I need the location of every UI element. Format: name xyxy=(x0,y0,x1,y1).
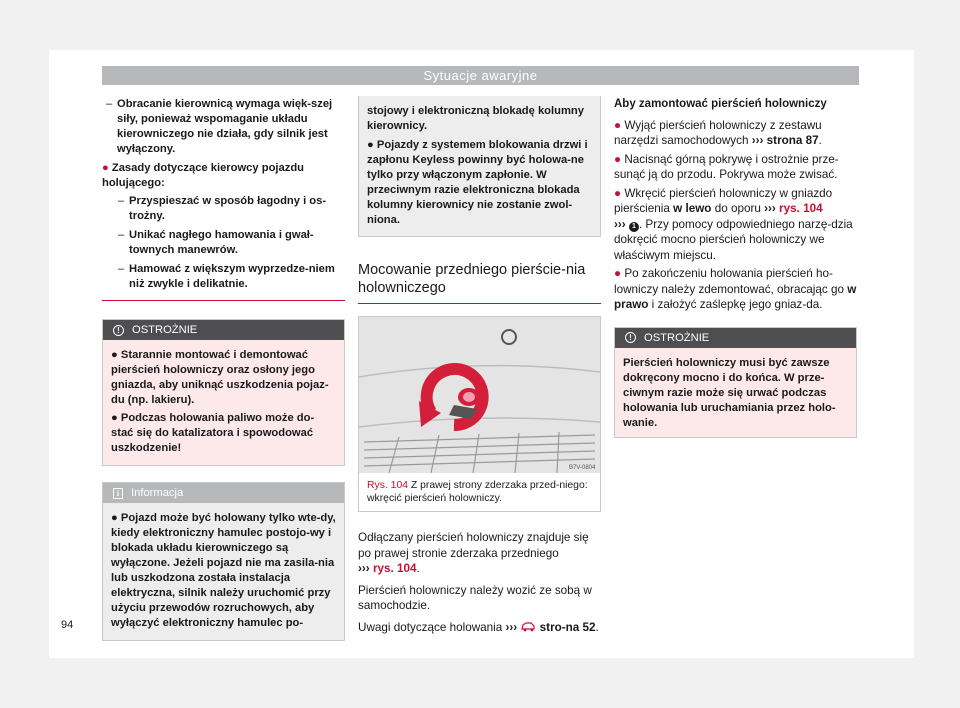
list-item: – Unikać nagłego hamowania i gwał-townych manewrów. xyxy=(102,228,345,258)
list-item xyxy=(102,161,345,191)
info-title: Informacja xyxy=(131,487,184,499)
warning-box-body xyxy=(103,340,344,465)
tow-car-icon xyxy=(520,620,536,632)
column-1 xyxy=(102,97,345,641)
figure-caption xyxy=(359,473,600,511)
page-reference-link[interactable]: strona 87 xyxy=(766,134,819,147)
column-3 xyxy=(614,97,857,438)
warning-box xyxy=(614,327,857,438)
info-box-body xyxy=(103,503,344,640)
paragraph: Odłączany pierścień holowniczy znajduje się po prawej stronie zderzaka przedniego ››› rys. 104. xyxy=(358,531,589,575)
info-box-header xyxy=(103,483,344,503)
caption-label: Rys. 104 xyxy=(367,480,409,491)
bullet-icon: ● xyxy=(614,267,625,280)
warning-box-header xyxy=(103,320,344,340)
info-item: ● Pojazd może być holowany tylko wte-dy, kiedy elektroniczny hamulec postojo-wy i blokada układu kierowniczego są wyłączone. Jeżeli pojazd nie ma zasila-nia lub uszkodzona została instalacja elektryczna, silnik należy uruchomić przy użyciu przewodów rozruchowych, aby wyłączyć elektroniczny hamulec po- xyxy=(111,512,336,629)
list-item: – Przyspieszać w sposób łagodny i os-trożny. xyxy=(102,194,345,224)
warning-item: ● Starannie montować i demontować pierścień holowniczy oraz osłony jego gniazda, aby uniknąć uszkodzenia pojaz-du (np. lakieru). xyxy=(111,349,329,406)
list-item: ● Wkręcić pierścień holowniczy w gniazdo pierścienia w lewo do oporu ››› rys. 104 ››› 1 . Przy pomocy odpowiedniego narzę-dzia dokręcić mocno pierścień holowniczy we właściwym miejscu. xyxy=(614,186,853,262)
info-item: ● Pojazdy z systemem blokowania drzwi i zapłonu Keyless powinny być holowa-ne tylko przy włączonym zapłonie. W przeciwnym razie elektroniczna blokada kolumny kierownicy nie zostanie zwol-niona. xyxy=(367,139,588,226)
warning-box xyxy=(102,319,345,466)
subsection-heading: Aby zamontować pierścień holowniczy xyxy=(614,98,827,110)
list-item: – Hamować z większym wyprzedze-niem niż zwykle i delikatnie. xyxy=(102,262,345,292)
info-box-continued xyxy=(358,96,601,237)
list-item: ● Wyjąć pierścień holowniczy z zestawu narzędzi samochodowych ››› strona 87. xyxy=(614,118,822,147)
column-2 xyxy=(358,97,601,641)
bullet-icon: ● xyxy=(367,139,377,151)
list-item: ● Nacisnąć górną pokrywę i ostrożnie prze-sunąć ją do przodu. Pokrywa może zwisać. xyxy=(614,152,839,181)
warning-title: OSTROŻNIE xyxy=(644,331,710,344)
bullet-icon: ● xyxy=(111,412,121,424)
warning-box-header xyxy=(615,328,856,348)
exclamation-icon: ! xyxy=(625,332,636,343)
warning-box-body: Pierścień holowniczy musi być zawsze dokręcony mocno i do końca. W prze-ciwnym razie może się urwać podczas holowania lub uruchamiania przez holo-wanie. xyxy=(615,348,856,437)
paragraph: Uwagi dotyczące holowania ››› stro-na 52. xyxy=(358,620,599,634)
list-item-text: Zasady dotyczące kierowcy pojazdu holującego: xyxy=(102,162,304,189)
warning-title: OSTROŻNIE xyxy=(132,324,198,336)
page-number: 94 xyxy=(61,619,74,631)
figure xyxy=(358,316,601,512)
list-item: ● Po zakończeniu holowania pierścień ho-lowniczy należy zdemontować, obracając go w prawo i założyć zaślepkę jego gniaz-da. xyxy=(614,267,857,311)
figure-reference-link[interactable]: rys. 104 xyxy=(779,202,823,215)
bullet-icon: ● xyxy=(111,512,121,524)
figure-code: B7V-0804 xyxy=(569,465,596,471)
reference-arrow: ››› xyxy=(358,562,370,575)
info-continued-text: stojowy i elektroniczną blokadę kolumny kierownicy. xyxy=(367,105,584,132)
info-box xyxy=(102,482,345,641)
bullet-icon: ● xyxy=(614,186,625,200)
list-item: – Obracanie kierownicą wymaga więk-szej siły, ponieważ wspomaganie układu kierowniczego nie działa, gdy silnik jest wyłączony. xyxy=(102,97,345,157)
figure-reference-link[interactable]: rys. 104 xyxy=(372,562,417,575)
divider xyxy=(102,300,345,301)
reference-arrow: ››› xyxy=(505,620,518,634)
info-icon: i xyxy=(113,488,123,499)
caption-text: Z prawej strony zderzaka przed-niego: wkręcić pierścień holowniczy. xyxy=(367,480,588,504)
page-reference-link[interactable]: stro-na 52 xyxy=(539,620,596,634)
paragraph: Pierścień holowniczy należy wozić ze sobą w samochodzie. xyxy=(358,583,592,612)
bullet-icon: ● xyxy=(102,162,112,174)
tow-ring-illustration xyxy=(359,317,600,473)
callout-number-icon: 1 xyxy=(629,222,639,232)
section-title: Mocowanie przedniego pierście-nia holowniczego xyxy=(358,261,601,304)
bullet-icon: ● xyxy=(614,118,625,132)
bullet-icon: ● xyxy=(111,349,121,361)
bullet-icon: ● xyxy=(614,152,625,166)
warning-item: ● Podczas holowania paliwo może do-stać się do katalizatora i spowodować uszkodzenie! xyxy=(111,412,315,454)
page-header: Sytuacje awaryjne xyxy=(102,66,859,85)
exclamation-icon: ! xyxy=(113,325,124,336)
